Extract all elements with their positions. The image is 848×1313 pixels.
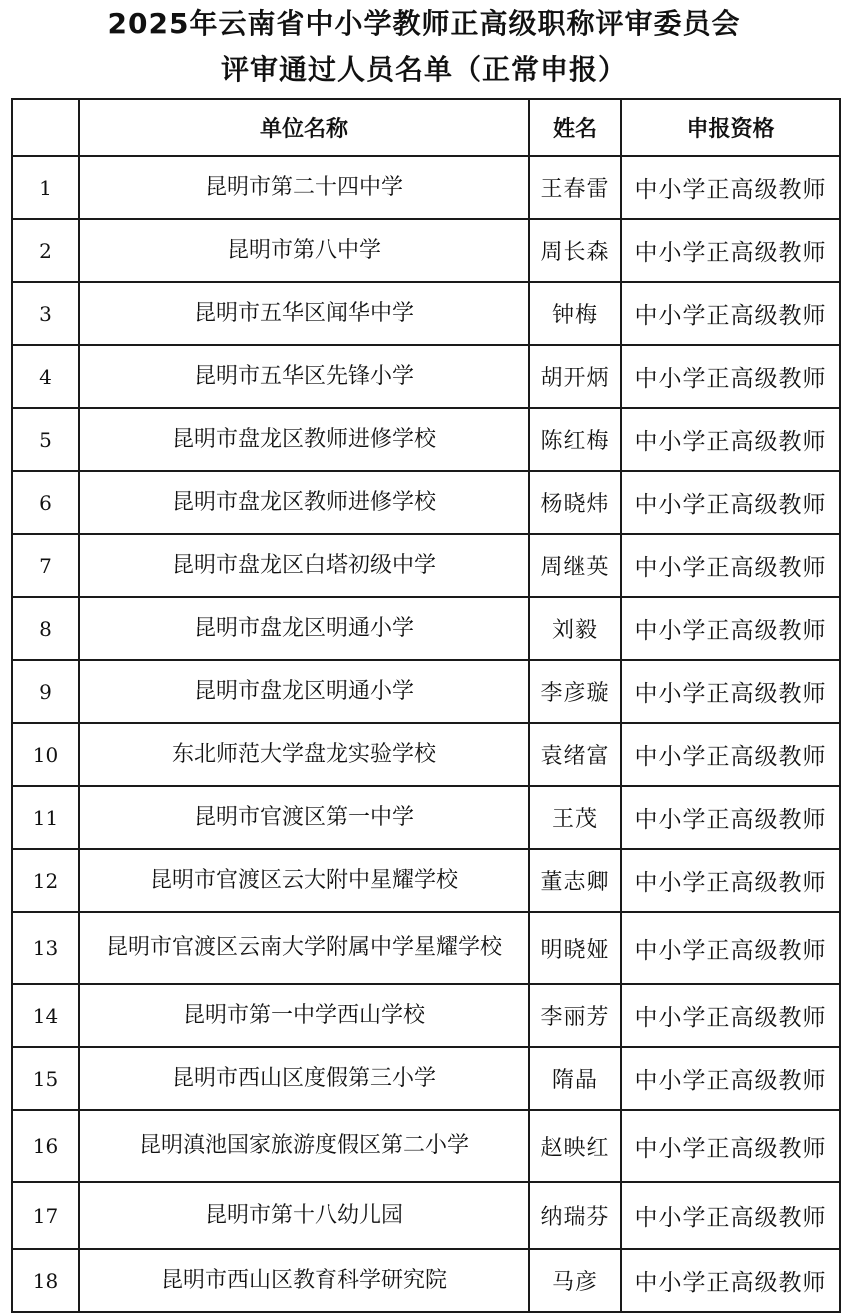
person-name: 王春雷: [529, 156, 621, 219]
table-row: [12, 408, 840, 471]
qualification: 中小学正高级教师: [621, 534, 840, 597]
person-name: 董志卿: [529, 849, 621, 912]
qualification: 中小学正高级教师: [621, 408, 840, 471]
row-number: 4: [12, 345, 79, 408]
table-row: [12, 786, 840, 849]
row-number: 14: [12, 984, 79, 1047]
qualification: 中小学正高级教师: [621, 849, 840, 912]
qualification: 中小学正高级教师: [621, 1047, 840, 1110]
unit-name: 昆明市官渡区第一中学: [79, 786, 529, 849]
header-unit: 单位名称: [79, 99, 529, 156]
table-row: [12, 1249, 840, 1312]
qualification: 中小学正高级教师: [621, 723, 840, 786]
person-name: 王茂: [529, 786, 621, 849]
table-row: [12, 912, 840, 984]
row-number: 15: [12, 1047, 79, 1110]
qualification: 中小学正高级教师: [621, 471, 840, 534]
results-table: [11, 98, 841, 1313]
person-name: 刘毅: [529, 597, 621, 660]
table-row: [12, 1047, 840, 1110]
table-row: [12, 219, 840, 282]
table-header-row: [12, 99, 840, 156]
unit-name: 昆明市官渡区云大附中星耀学校: [79, 849, 529, 912]
row-number: 12: [12, 849, 79, 912]
row-number: 3: [12, 282, 79, 345]
unit-name: 昆明市五华区闻华中学: [79, 282, 529, 345]
table-row: [12, 282, 840, 345]
person-name: 纳瑞芬: [529, 1182, 621, 1249]
person-name: 袁绪富: [529, 723, 621, 786]
table-row: [12, 156, 840, 219]
row-number: 13: [12, 912, 79, 984]
unit-name: 昆明市西山区度假第三小学: [79, 1047, 529, 1110]
unit-name: 昆明市官渡区云南大学附属中学星耀学校: [79, 912, 529, 984]
person-name: 周长森: [529, 219, 621, 282]
person-name: 胡开炳: [529, 345, 621, 408]
qualification: 中小学正高级教师: [621, 156, 840, 219]
table-row: [12, 471, 840, 534]
table-row: [12, 1182, 840, 1249]
unit-name: 昆明市第十八幼儿园: [79, 1182, 529, 1249]
qualification: 中小学正高级教师: [621, 219, 840, 282]
row-number: 10: [12, 723, 79, 786]
table-row: [12, 723, 840, 786]
table-row: [12, 597, 840, 660]
unit-name: 昆明市盘龙区教师进修学校: [79, 408, 529, 471]
unit-name: 东北师范大学盘龙实验学校: [79, 723, 529, 786]
qualification: 中小学正高级教师: [621, 345, 840, 408]
person-name: 钟梅: [529, 282, 621, 345]
header-name: 姓名: [529, 99, 621, 156]
row-number: 5: [12, 408, 79, 471]
qualification: 中小学正高级教师: [621, 660, 840, 723]
unit-name: 昆明市盘龙区明通小学: [79, 597, 529, 660]
qualification: 中小学正高级教师: [621, 282, 840, 345]
person-name: 陈红梅: [529, 408, 621, 471]
row-number: 11: [12, 786, 79, 849]
row-number: 9: [12, 660, 79, 723]
table-row: [12, 534, 840, 597]
person-name: 隋晶: [529, 1047, 621, 1110]
table-row: [12, 849, 840, 912]
qualification: 中小学正高级教师: [621, 984, 840, 1047]
qualification: 中小学正高级教师: [621, 786, 840, 849]
row-number: 8: [12, 597, 79, 660]
header-qualification: 申报资格: [621, 99, 840, 156]
person-name: 杨晓炜: [529, 471, 621, 534]
person-name: 李彦璇: [529, 660, 621, 723]
row-number: 2: [12, 219, 79, 282]
unit-name: 昆明市第八中学: [79, 219, 529, 282]
document-title-line-1: 2025年云南省中小学教师正高级职称评审委员会: [107, 7, 741, 40]
unit-name: 昆明滇池国家旅游度假区第二小学: [79, 1110, 529, 1182]
table-row: [12, 984, 840, 1047]
qualification: 中小学正高级教师: [621, 1182, 840, 1249]
person-name: 周继英: [529, 534, 621, 597]
unit-name: 昆明市盘龙区教师进修学校: [79, 471, 529, 534]
row-number: 16: [12, 1110, 79, 1182]
table-row: [12, 345, 840, 408]
qualification: 中小学正高级教师: [621, 597, 840, 660]
qualification: 中小学正高级教师: [621, 1249, 840, 1312]
header-index: [12, 99, 79, 156]
qualification: 中小学正高级教师: [621, 1110, 840, 1182]
person-name: 李丽芳: [529, 984, 621, 1047]
person-name: 赵映红: [529, 1110, 621, 1182]
row-number: 7: [12, 534, 79, 597]
row-number: 18: [12, 1249, 79, 1312]
person-name: 明晓娅: [529, 912, 621, 984]
unit-name: 昆明市盘龙区白塔初级中学: [79, 534, 529, 597]
row-number: 17: [12, 1182, 79, 1249]
unit-name: 昆明市第二十四中学: [79, 156, 529, 219]
qualification: 中小学正高级教师: [621, 912, 840, 984]
row-number: 1: [12, 156, 79, 219]
row-number: 6: [12, 471, 79, 534]
unit-name: 昆明市西山区教育科学研究院: [79, 1249, 529, 1312]
table-row: [12, 1110, 840, 1182]
unit-name: 昆明市第一中学西山学校: [79, 984, 529, 1047]
person-name: 马彦: [529, 1249, 621, 1312]
document-title-line-2: 评审通过人员名单（正常申报）: [220, 53, 627, 86]
unit-name: 昆明市五华区先锋小学: [79, 345, 529, 408]
table-row: [12, 660, 840, 723]
unit-name: 昆明市盘龙区明通小学: [79, 660, 529, 723]
